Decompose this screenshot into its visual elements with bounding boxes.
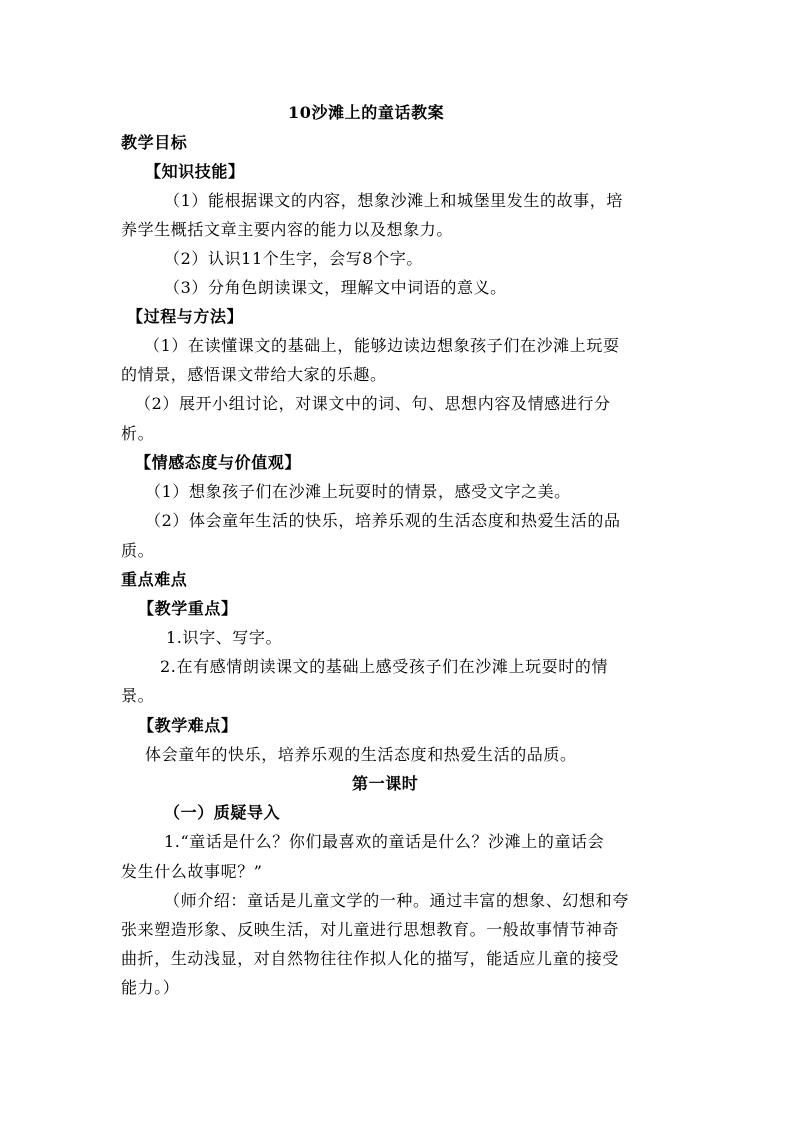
paragraph-line: 发生什么故事呢？” xyxy=(121,862,263,881)
paragraph-line: 体会童年的快乐，培养乐观的生活态度和热爱生活的品质。 xyxy=(145,745,577,764)
paragraph-line: （1）在读懂课文的基础上，能够边读边想象孩子们在沙滩上玩耍 xyxy=(144,336,620,355)
subheading-teaching-key: 【教学重点】 xyxy=(138,599,238,618)
subheading-emotion-values: 【情感态度与价值观】 xyxy=(135,453,302,472)
paragraph-line: （1）想象孩子们在沙滩上玩耍时的情景，感受文字之美。 xyxy=(145,482,571,501)
paragraph-line: 曲折，生动浅显，对自然物往往作拟人化的描写，能适应儿童的接受 xyxy=(121,949,620,968)
paragraph-line: 景。 xyxy=(121,686,155,705)
subheading-teaching-difficulty: 【教学难点】 xyxy=(138,716,238,735)
section-heading-teaching-goals: 教学目标 xyxy=(121,133,188,152)
paragraph-line: 2.在有感情朗读课文的基础上感受孩子们在沙滩上玩耍时的情 xyxy=(160,657,609,676)
part-heading-question-intro: （一）质疑导入 xyxy=(164,803,281,822)
paragraph-line: 张来塑造形象、反映生活，对儿童进行思想教育。一般故事情节神奇 xyxy=(121,920,620,939)
paragraph-line: （师介绍：童话是儿童文学的一种。通过丰富的想象、幻想和夸 xyxy=(164,891,629,910)
paragraph-line: （2）认识11个生字，会写8个字。 xyxy=(164,249,423,268)
paragraph-line: 能力。） xyxy=(121,978,180,997)
paragraph-line: （1）能根据课文的内容，想象沙滩上和城堡里发生的故事，培 xyxy=(164,191,623,210)
paragraph-line: 析。 xyxy=(121,424,155,443)
paragraph-line: 1.识字、写字。 xyxy=(166,628,283,647)
paragraph-line: （2）展开小组讨论，对课文中的词、句、思想内容及情感进行分 xyxy=(135,394,611,413)
paragraph-line: 养学生概括文章主要内容的能力以及想象力。 xyxy=(121,220,454,239)
paragraph-line: （3）分角色朗读课文，理解文中词语的意义。 xyxy=(164,278,507,297)
section-heading-key-points: 重点难点 xyxy=(121,570,188,589)
lesson-heading: 第一课时 xyxy=(352,774,419,793)
document-title: 10沙滩上的童话教案 xyxy=(288,103,445,122)
paragraph-line: （2）体会童年生活的快乐，培养乐观的生活态度和热爱生活的品 xyxy=(145,511,621,530)
subheading-process-methods: 【过程与方法】 xyxy=(127,307,244,326)
paragraph-line: 的情景，感悟课文带给大家的乐趣。 xyxy=(121,365,387,384)
subheading-knowledge-skills: 【知识技能】 xyxy=(145,162,245,181)
paragraph-line: 质。 xyxy=(121,541,155,560)
paragraph-line: 1.“童话是什么？你们最喜欢的童话是什么？沙滩上的童话会 xyxy=(164,832,605,851)
